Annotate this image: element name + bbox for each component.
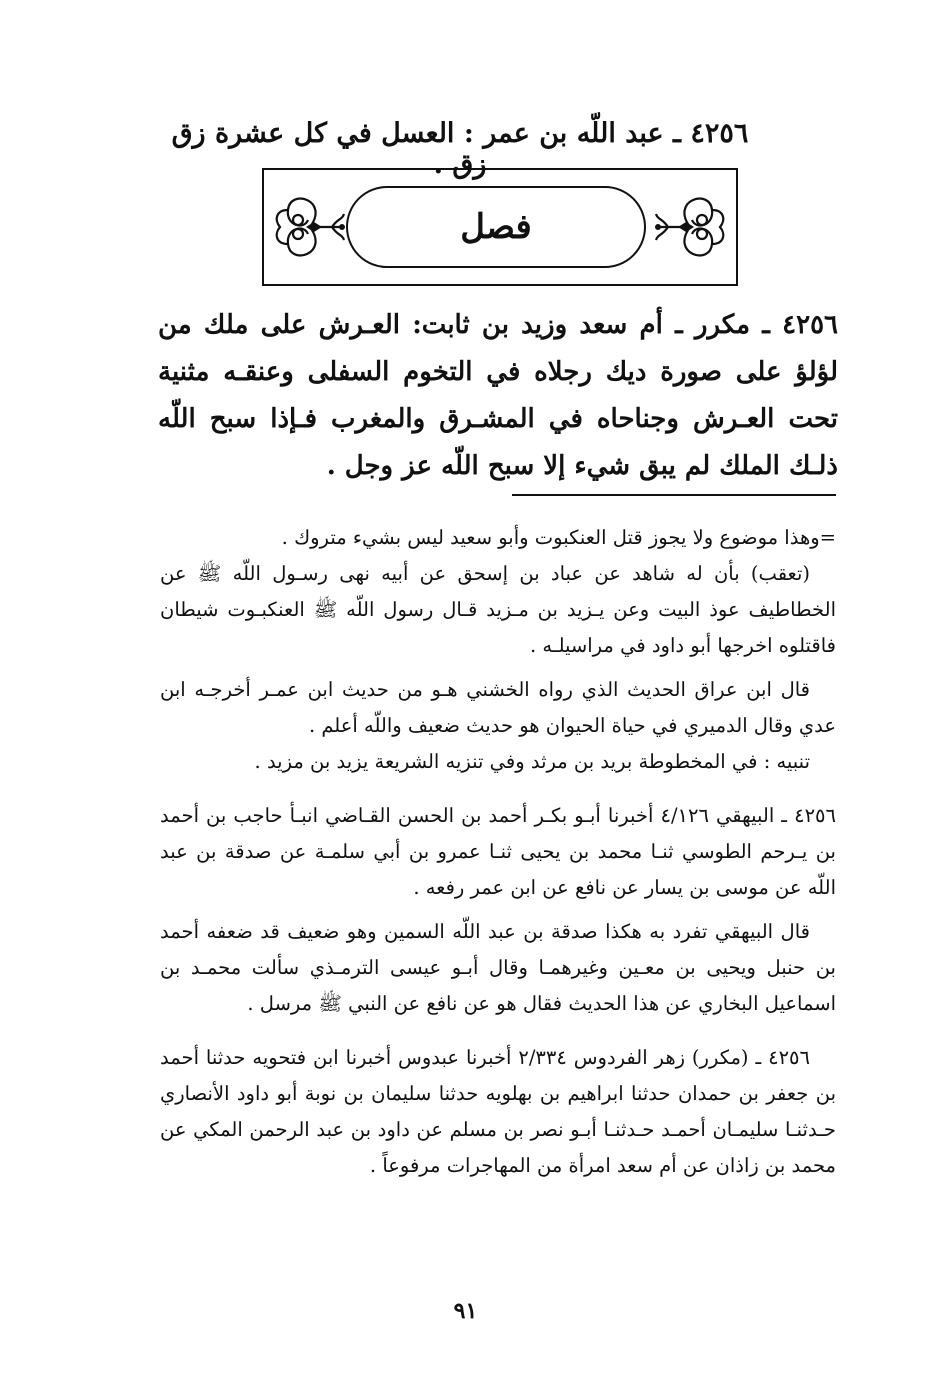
footnote-paragraph: قال ابن عراق الحديث الذي رواه الخشني هـو من حديث ابن عمـر أخرجـه ابن عدي وقال الدميري في حياة الحيوان هو حديث ضعيف واللّه أعلم . [160, 678, 836, 737]
arabesque-ornament-icon [270, 180, 350, 274]
section-frame [262, 168, 738, 286]
main-hadith-lead: ٤٢٥٦ ـ مكرر ـ أم سعد وزيد بن ثابت: [412, 310, 838, 340]
footnote-paragraph: تنبيه : في المخطوطة بريد بن مرثد وفي تنزيه الشريعة يزيد بن مزيد . [254, 750, 810, 773]
main-hadith-text [158, 302, 838, 490]
footnote-separator [512, 494, 836, 496]
entry-heading: ٤٢٥٦ ـ عبد اللّه بن عمر : العسل في كل عشرة زق زق . [171, 118, 749, 180]
section-cartouche [346, 186, 646, 268]
arabesque-ornament-icon [650, 180, 730, 274]
footnote-paragraph: ٤٢٥٦ ـ البيهقي ٤/١٢٦ أخبرنا أبـو بكـر أحمد بن الحسن القـاضي انبـأ حاجب بن أحمد بن يـرحم الطوسي ثنـا محمد بن يحيى ثنـا عمرو بن أبي سلمـة عن صدقة بن عبد اللّه عن موسى بن يسار عن نافع عن ابن عمر رفعه . [160, 804, 836, 899]
footnote-paragraph: (تعقب) بأن له شاهد عن عباد بن إسحق عن أبيه نهى رسـول اللّه ﷺ عن الخطاطيف عوذ البيت وعن يـزيد بن مـزيد قـال رسول اللّه ﷺ العنكبـوت شيطان فاقتلوه اخرجها أبو داود في مراسيلـه . [160, 562, 836, 657]
footnote-paragraph: ٤٢٥٦ ـ (مكرر) زهر الفردوس ٢/٣٣٤ أخبرنا عبدوس أخبرنا ابن فتحويه حدثنا أحمد بن جعفر بن حمدان حدثنا ابراهيم بن بهلويه حدثنا سليمان بن نوبة أبو داود الأنصاري حـدثنـا سليمـان أحمـد حـدثنـا أبـو نصر بن مسلم عن داود بن عبد الرحمن المكي عن محمد بن زاذان عن أم سعد امرأة من المهاجرات مرفوعاً . [160, 1046, 836, 1177]
footnote-continuation: =وهذا موضوع ولا يجوز قتل العنكبوت وأبو سعيد ليس بشيء متروك . [281, 526, 836, 549]
footnote-paragraph: قال البيهقي تفرد به هكذا صدقة بن عبد اللّه السمين وهو ضعيف قد ضعفه أحمد بن حنبل ويحيى بن معـين وغيرهمـا وقال أبـو عيسى الترمـذي سألت محمـد بن اسماعيل البخاري عن هذا الحديث فقال هو عن نافع عن النبي ﷺ مرسل . [160, 920, 836, 1015]
main-hadith-body: العـرش على ملك من لؤلؤ على صورة ديك رجلاه في التخوم السفلى وعنقـه مثنية تحت العـرش وجناحاه في المشـرق والمغرب فـإذا سبح اللّه ذلـك الملك لم يبق شيء إلا سبح اللّه عز وجل . [158, 310, 838, 481]
footnotes [160, 520, 836, 1184]
section-title: فصل [460, 207, 532, 247]
page-number: ٩١ [453, 1298, 478, 1324]
